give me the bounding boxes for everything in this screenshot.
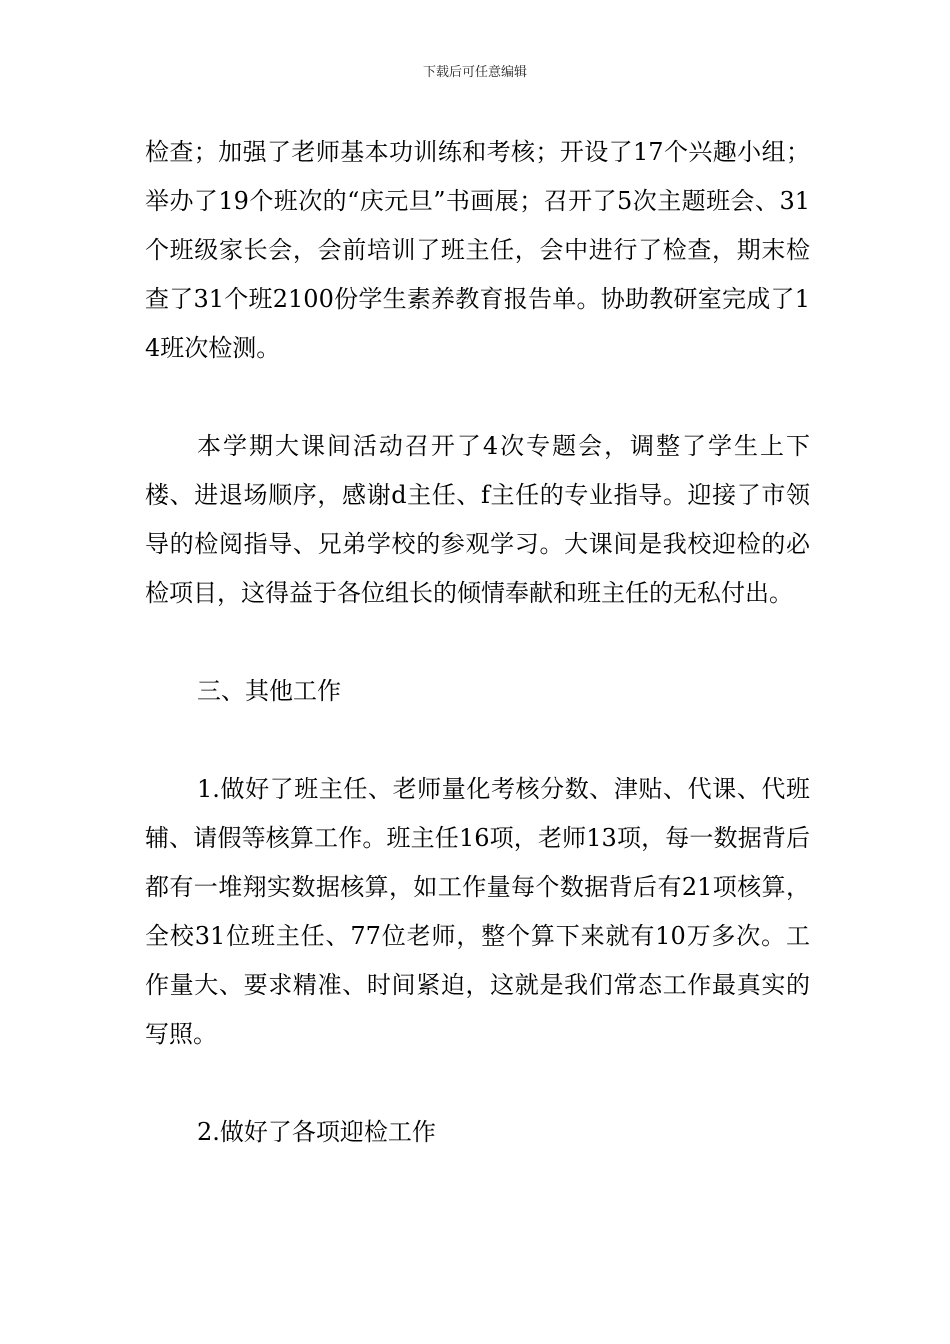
list-item-2: 2.做好了各项迎检工作 [197,1118,436,1146]
paragraph-gap [145,1059,810,1108]
paragraph-gap [145,373,810,422]
section-heading-other-work: 三、其他工作 [197,677,341,705]
list-item-1: 1.做好了班主任、老师量化考核分数、津贴、代课、代班辅、请假等核算工作。班主任16项，老师13项，每一数据背后都有一堆翔实数据核算，如工作量每个数据背后有21项核算，全校31位班主任、77位老师，整个算下来就有10万多次。工作量大、要求精准、时间紧迫，这就是我们常态工作最真实的写照。 [145,775,810,1048]
paragraph-gap [145,716,810,765]
document-body [145,128,810,1157]
paragraph-recess-activities: 本学期大课间活动召开了4次专题会，调整了学生上下楼、进退场顺序，感谢d主任、f主任的专业指导。迎接了市领导的检阅指导、兄弟学校的参观学习。大课间是我校迎检的必检项目，这得益于各位组长的倾情奉献和班主任的无私付出。 [145,432,810,607]
page-header: 下载后可任意编辑 [422,65,527,80]
paragraph-continuation: 检查；加强了老师基本功训练和考核；开设了17个兴趣小组；举办了19个班次的“庆元旦”书画展；召开了5次主题班会、31个班级家长会，会前培训了班主任，会中进行了检查，期末检查了31个班2100份学生素养教育报告单。协助教研室完成了14班次检测。 [145,138,810,362]
paragraph-gap [145,618,810,667]
